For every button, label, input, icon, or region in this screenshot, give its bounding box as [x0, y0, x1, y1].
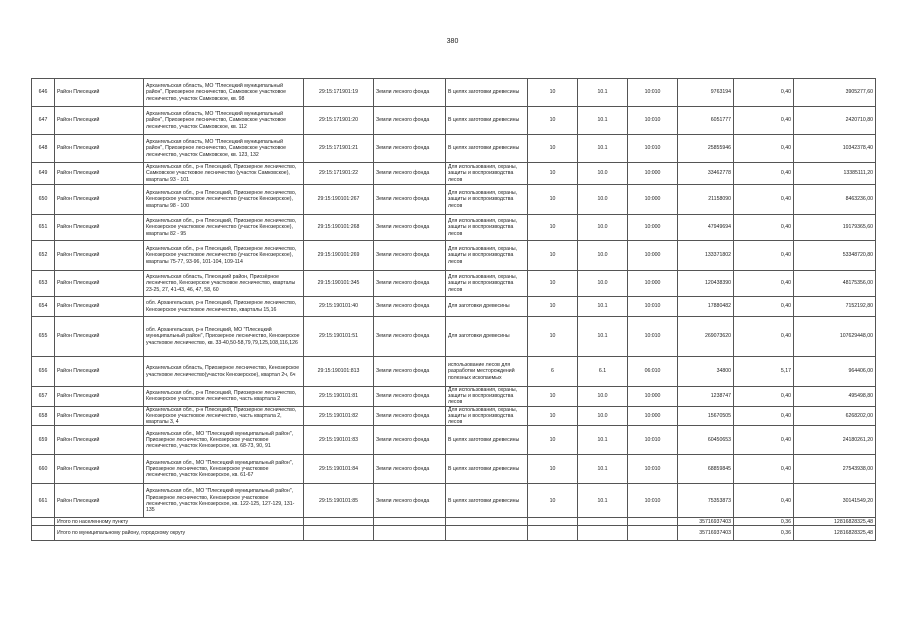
total-area-cell: 35716937403 [678, 526, 734, 541]
empty-cell [578, 526, 628, 541]
group-code-cell: 10 [528, 484, 578, 518]
subgroup-code-cell: 10.0 [578, 271, 628, 297]
total-label-cell: Итого по населенному пункту [55, 518, 304, 526]
cadastral-value-cell: 13385111,20 [794, 163, 876, 185]
area-cell: 120438390 [678, 271, 734, 297]
cadastral-number-cell: 29:15:190101:345 [304, 271, 374, 297]
area-cell: 133371802 [678, 241, 734, 271]
cadastral-number-cell: 29:15:171901:22 [304, 163, 374, 185]
row-number-cell: 648 [32, 135, 55, 163]
cadastral-number-cell: 29:15:190101:51 [304, 317, 374, 357]
land-category-cell: Земли лесного фонда [374, 107, 446, 135]
subgroup-code-cell: 10.1 [578, 297, 628, 317]
total-value-cell: 12816828325,48 [794, 526, 876, 541]
empty-cell [32, 526, 55, 541]
district-cell: Район Плесецкий [55, 455, 144, 484]
rate-cell: 0,40 [734, 271, 794, 297]
area-cell: 47949694 [678, 215, 734, 241]
address-cell: Архангельская обл., р-н Плесецкий, Приозерное лесничество, Кенозерское участковое лесничество (участок Кенозерское), кварталы 75-77, 93-96, 101-104, 109-114 [144, 241, 304, 271]
purpose-cell: В целях заготовки древесины [446, 426, 528, 455]
address-cell: обл. Архангельская, р-н Плесецкий, Приозерное лесничество, Кенозерское участковое лесничество, кварталы 15,16 [144, 297, 304, 317]
table-row [32, 406, 876, 426]
empty-cell [628, 526, 678, 541]
cadastral-value-cell: 19179365,60 [794, 215, 876, 241]
empty-cell [528, 518, 578, 526]
land-category-cell: Земли лесного фонда [374, 79, 446, 107]
rate-cell: 0,40 [734, 163, 794, 185]
district-cell: Район Плесецкий [55, 271, 144, 297]
row-number-cell: 651 [32, 215, 55, 241]
empty-cell [528, 526, 578, 541]
group-code-cell: 10 [528, 271, 578, 297]
group-code-cell: 10 [528, 297, 578, 317]
subgroup-code-cell: 10.0 [578, 387, 628, 407]
use-code-cell: 06:010 [628, 357, 678, 387]
land-category-cell: Земли лесного фонда [374, 406, 446, 426]
address-cell: Архангельская область, МО "Плесецкий муниципальный район", Приозерное лесничество, Самковское участковое лесничество, участок Самковское, кв. 98 [144, 79, 304, 107]
use-code-cell: 10:010 [628, 484, 678, 518]
cadastral-value-cell: 53348720,80 [794, 241, 876, 271]
rate-cell: 0,40 [734, 241, 794, 271]
group-code-cell: 10 [528, 317, 578, 357]
subgroup-code-cell: 10.0 [578, 406, 628, 426]
rate-cell: 0,40 [734, 484, 794, 518]
row-number-cell: 657 [32, 387, 55, 407]
area-cell: 33462778 [678, 163, 734, 185]
rate-cell: 0,40 [734, 455, 794, 484]
cadastral-value-cell: 8463236,00 [794, 185, 876, 215]
district-cell: Район Плесецкий [55, 297, 144, 317]
table-row [32, 163, 876, 185]
land-category-cell: Земли лесного фонда [374, 297, 446, 317]
district-cell: Район Плесецкий [55, 163, 144, 185]
rate-cell: 0,40 [734, 297, 794, 317]
land-category-cell: Земли лесного фонда [374, 241, 446, 271]
empty-cell [374, 526, 446, 541]
page-number: 380 [446, 38, 459, 45]
area-cell: 1238747 [678, 387, 734, 407]
cadastral-value-cell: 964406,00 [794, 357, 876, 387]
address-cell: Архангельская обл., МО "Плесецкий муниципальный район", Приозерное лесничество, Кенозерское участковое лесничество, участок Кенозерское, кв. 122-125, 127-129, 131-135 [144, 484, 304, 518]
district-cell: Район Плесецкий [55, 107, 144, 135]
subgroup-code-cell: 10.1 [578, 426, 628, 455]
address-cell: Архангельская область, Приозерное лесничество, Кенозерское участковое лесничество(участок Кенозерское), квартал 2ч, 6ч [144, 357, 304, 387]
area-cell: 75353873 [678, 484, 734, 518]
subgroup-code-cell: 10.0 [578, 163, 628, 185]
address-cell: Архангельская область, МО "Плесецкий муниципальный район", Приозерное лесничество, Самковское участковое лесничество, участок Самковское, кв. 112 [144, 107, 304, 135]
address-cell: Архангельская обл., р-н Плесецкий, Приозерное лесничество, Кенозерское участковое лесничество, часть квартала 2 [144, 387, 304, 407]
subgroup-code-cell: 10.0 [578, 241, 628, 271]
area-cell: 269073620 [678, 317, 734, 357]
rate-cell: 0,40 [734, 185, 794, 215]
use-code-cell: 10:000 [628, 406, 678, 426]
rate-cell: 0,40 [734, 387, 794, 407]
subgroup-code-cell: 10.1 [578, 79, 628, 107]
address-cell: Архангельская область, Плесецкий район, Приозёрное лесничество, Кенозерское участковое лесничество, кварталы 23-25, 27, 41-43, 46, 47, 58, 60 [144, 271, 304, 297]
row-number-cell: 647 [32, 107, 55, 135]
rate-cell: 0,40 [734, 107, 794, 135]
district-cell: Район Плесецкий [55, 135, 144, 163]
purpose-cell: Для использования, охраны, защиты и воспроизводства лесов [446, 241, 528, 271]
use-code-cell: 10:000 [628, 271, 678, 297]
use-code-cell: 10:010 [628, 426, 678, 455]
row-number-cell: 658 [32, 406, 55, 426]
table-row [32, 455, 876, 484]
group-code-cell: 10 [528, 387, 578, 407]
purpose-cell: Для использования, охраны, защиты и воспроизводства лесов [446, 185, 528, 215]
row-number-cell: 646 [32, 79, 55, 107]
use-code-cell: 10:010 [628, 297, 678, 317]
address-cell: обл. Архангельская, р-н Плесецкий, МО "Плесецкий муниципальный район", Приозерное лесничество, Кенозерское участковое лесничество, кв. 33-40,50-58,79,79,125,108,116,126 [144, 317, 304, 357]
row-number-cell: 655 [32, 317, 55, 357]
empty-cell [578, 518, 628, 526]
district-cell: Район Плесецкий [55, 317, 144, 357]
cadastral-value-cell: 495498,80 [794, 387, 876, 407]
address-cell: Архангельская обл., р-н Плесецкий, Приозерное лесничество, Кенозерское участковое лесничество (участок Кенозерское), кварталы 98 - 100 [144, 185, 304, 215]
row-number-cell: 656 [32, 357, 55, 387]
district-cell: Район Плесецкий [55, 357, 144, 387]
group-code-cell: 10 [528, 426, 578, 455]
land-category-cell: Земли лесного фонда [374, 185, 446, 215]
use-code-cell: 10:010 [628, 79, 678, 107]
land-category-cell: Земли лесного фонда [374, 426, 446, 455]
address-cell: Архангельская область, МО "Плесецкий муниципальный район", Приозерное лесничество, Самковское участковое лесничество, участок Самковское, кв. 123, 132 [144, 135, 304, 163]
subgroup-code-cell: 10.1 [578, 135, 628, 163]
group-code-cell: 10 [528, 185, 578, 215]
cadastral-value-cell: 7152192,80 [794, 297, 876, 317]
group-code-cell: 10 [528, 135, 578, 163]
cadastral-value-cell: 6268202,00 [794, 406, 876, 426]
cadastral-number-cell: 29:15:190101:81 [304, 387, 374, 407]
use-code-cell: 10:010 [628, 455, 678, 484]
area-cell: 60450653 [678, 426, 734, 455]
use-code-cell: 10:000 [628, 215, 678, 241]
purpose-cell: В целях заготовки древесины [446, 79, 528, 107]
purpose-cell: В целях заготовки древесины [446, 484, 528, 518]
use-code-cell: 10:000 [628, 241, 678, 271]
cadastral-number-cell: 29:15:190101:269 [304, 241, 374, 271]
subgroup-code-cell: 10.0 [578, 215, 628, 241]
use-code-cell: 10:000 [628, 387, 678, 407]
table-row [32, 484, 876, 518]
table-row [32, 297, 876, 317]
empty-cell [32, 518, 55, 526]
land-category-cell: Земли лесного фонда [374, 357, 446, 387]
total-rate-cell: 0,36 [734, 518, 794, 526]
table-row [32, 426, 876, 455]
group-code-cell: 10 [528, 455, 578, 484]
row-number-cell: 652 [32, 241, 55, 271]
total-area-cell: 35716937403 [678, 518, 734, 526]
cadastral-value-cell: 27543938,00 [794, 455, 876, 484]
row-number-cell: 661 [32, 484, 55, 518]
land-category-cell: Земли лесного фонда [374, 317, 446, 357]
purpose-cell: Для использования, охраны, защиты и воспроизводства лесов [446, 406, 528, 426]
district-cell: Район Плесецкий [55, 406, 144, 426]
rate-cell: 0,40 [734, 426, 794, 455]
subgroup-code-cell: 10.1 [578, 484, 628, 518]
area-cell: 34800 [678, 357, 734, 387]
land-category-cell: Земли лесного фонда [374, 135, 446, 163]
group-code-cell: 10 [528, 406, 578, 426]
purpose-cell: использование лесов для разработки месторождений полезных ископаемых [446, 357, 528, 387]
cadastral-number-cell: 29:15:171901:19 [304, 79, 374, 107]
address-cell: Архангельская обл., р-н Плесецкий, Приозерное лесничество, Кенозерское участковое лесничество, часть квартала 2, кварталы 3, 4 [144, 406, 304, 426]
row-number-cell: 649 [32, 163, 55, 185]
address-cell: Архангельская обл., р-н Плесецкий, Приозерное лесничество, Самковское участковое лесничество (участок Самковское), кварталы 93 - 101 [144, 163, 304, 185]
land-category-cell: Земли лесного фонда [374, 215, 446, 241]
table-row [32, 107, 876, 135]
purpose-cell: Для использования, охраны, защиты и воспроизводства лесов [446, 215, 528, 241]
land-category-cell: Земли лесного фонда [374, 455, 446, 484]
empty-cell [446, 518, 528, 526]
area-cell: 21158090 [678, 185, 734, 215]
land-category-cell: Земли лесного фонда [374, 484, 446, 518]
purpose-cell: Для использования, охраны, защиты и воспроизводства лесов [446, 387, 528, 407]
district-cell: Район Плесецкий [55, 185, 144, 215]
empty-cell [628, 518, 678, 526]
address-cell: Архангельская обл., МО "Плесецкий муниципальный район", Приозерное лесничество, Кенозерское участковое лесничество, участок Кенозерское, кв. 68-73, 90, 91 [144, 426, 304, 455]
table-row [32, 387, 876, 407]
cadastral-number-cell: 29:15:190101:82 [304, 406, 374, 426]
land-category-cell: Земли лесного фонда [374, 271, 446, 297]
area-cell: 68859845 [678, 455, 734, 484]
district-cell: Район Плесецкий [55, 241, 144, 271]
use-code-cell: 10:000 [628, 163, 678, 185]
row-number-cell: 653 [32, 271, 55, 297]
cadastral-number-cell: 29:15:171901:20 [304, 107, 374, 135]
row-number-cell: 654 [32, 297, 55, 317]
row-number-cell: 650 [32, 185, 55, 215]
purpose-cell: В целях заготовки древесины [446, 135, 528, 163]
cadastral-number-cell: 29:15:190101:84 [304, 455, 374, 484]
subgroup-code-cell: 10.1 [578, 107, 628, 135]
address-cell: Архангельская обл., р-н Плесецкий, Приозерное лесничество, Кенозерское участковое лесничество (участок Кенозерское), кварталы 82 - 95 [144, 215, 304, 241]
district-cell: Район Плесецкий [55, 215, 144, 241]
cadastral-number-cell: 29:15:190101:813 [304, 357, 374, 387]
group-code-cell: 10 [528, 79, 578, 107]
area-cell: 17880482 [678, 297, 734, 317]
group-code-cell: 10 [528, 107, 578, 135]
row-number-cell: 659 [32, 426, 55, 455]
rate-cell: 0,40 [734, 79, 794, 107]
empty-cell [304, 518, 374, 526]
purpose-cell: В целях заготовки древесины [446, 455, 528, 484]
address-cell: Архангельская обл., МО "Плесецкий муниципальный район", Приозерное лесничество, Кенозерское участковое лесничество, участок Кенозерское, кв. 61-67 [144, 455, 304, 484]
cadastral-value-cell: 48175356,00 [794, 271, 876, 297]
purpose-cell: Для использования, охраны, защиты и воспроизводства лесов [446, 163, 528, 185]
table-row [32, 357, 876, 387]
cadastral-number-cell: 29:15:190101:267 [304, 185, 374, 215]
group-code-cell: 10 [528, 163, 578, 185]
total-rate-cell: 0,36 [734, 526, 794, 541]
cadastral-number-cell: 29:15:171901:21 [304, 135, 374, 163]
cadastral-number-cell: 29:15:190101:40 [304, 297, 374, 317]
group-code-cell: 10 [528, 241, 578, 271]
table-row [32, 135, 876, 163]
table-row [32, 271, 876, 297]
purpose-cell: Для заготовки древесины [446, 317, 528, 357]
cadastral-value-cell: 30141549,20 [794, 484, 876, 518]
use-code-cell: 10:010 [628, 317, 678, 357]
use-code-cell: 10:010 [628, 135, 678, 163]
total-value-cell: 12816828325,48 [794, 518, 876, 526]
subgroup-code-cell: 10.1 [578, 455, 628, 484]
row-number-cell: 660 [32, 455, 55, 484]
area-cell: 6051777 [678, 107, 734, 135]
rate-cell: 5,17 [734, 357, 794, 387]
area-cell: 15670505 [678, 406, 734, 426]
cadastral-number-cell: 29:15:190101:268 [304, 215, 374, 241]
rate-cell: 0,40 [734, 317, 794, 357]
group-code-cell: 6 [528, 357, 578, 387]
total-row [32, 518, 876, 526]
cadastral-value-cell: 3905277,60 [794, 79, 876, 107]
purpose-cell: Для заготовки древесины [446, 297, 528, 317]
cadastral-value-cell: 107629448,00 [794, 317, 876, 357]
subgroup-code-cell: 10.1 [578, 317, 628, 357]
table-body [32, 79, 876, 541]
empty-cell [374, 518, 446, 526]
use-code-cell: 10:010 [628, 107, 678, 135]
area-cell: 25855946 [678, 135, 734, 163]
district-cell: Район Плесецкий [55, 426, 144, 455]
rate-cell: 0,40 [734, 135, 794, 163]
table-row [32, 215, 876, 241]
purpose-cell: Для использования, охраны, защиты и воспроизводства лесов [446, 271, 528, 297]
total-label-cell: Итого по муниципальному району, городскому округу [55, 526, 304, 541]
rate-cell: 0,40 [734, 406, 794, 426]
cadastral-value-cell: 2420710,80 [794, 107, 876, 135]
cadastral-number-cell: 29:15:190101:83 [304, 426, 374, 455]
rate-cell: 0,40 [734, 215, 794, 241]
land-category-cell: Земли лесного фонда [374, 387, 446, 407]
group-code-cell: 10 [528, 215, 578, 241]
district-cell: Район Плесецкий [55, 79, 144, 107]
cadastral-value-cell: 24180261,20 [794, 426, 876, 455]
cadastral-value-cell: 10342378,40 [794, 135, 876, 163]
district-cell: Район Плесецкий [55, 387, 144, 407]
area-cell: 9763194 [678, 79, 734, 107]
empty-cell [446, 526, 528, 541]
cadastral-number-cell: 29:15:190101:85 [304, 484, 374, 518]
land-category-cell: Земли лесного фонда [374, 163, 446, 185]
use-code-cell: 10:000 [628, 185, 678, 215]
subgroup-code-cell: 6.1 [578, 357, 628, 387]
subgroup-code-cell: 10.0 [578, 185, 628, 215]
empty-cell [304, 526, 374, 541]
table-row [32, 185, 876, 215]
table-row [32, 241, 876, 271]
purpose-cell: В целях заготовки древесины [446, 107, 528, 135]
total-row [32, 526, 876, 541]
district-cell: Район Плесецкий [55, 484, 144, 518]
table-row [32, 79, 876, 107]
registry-table [31, 78, 876, 541]
table-row [32, 317, 876, 357]
